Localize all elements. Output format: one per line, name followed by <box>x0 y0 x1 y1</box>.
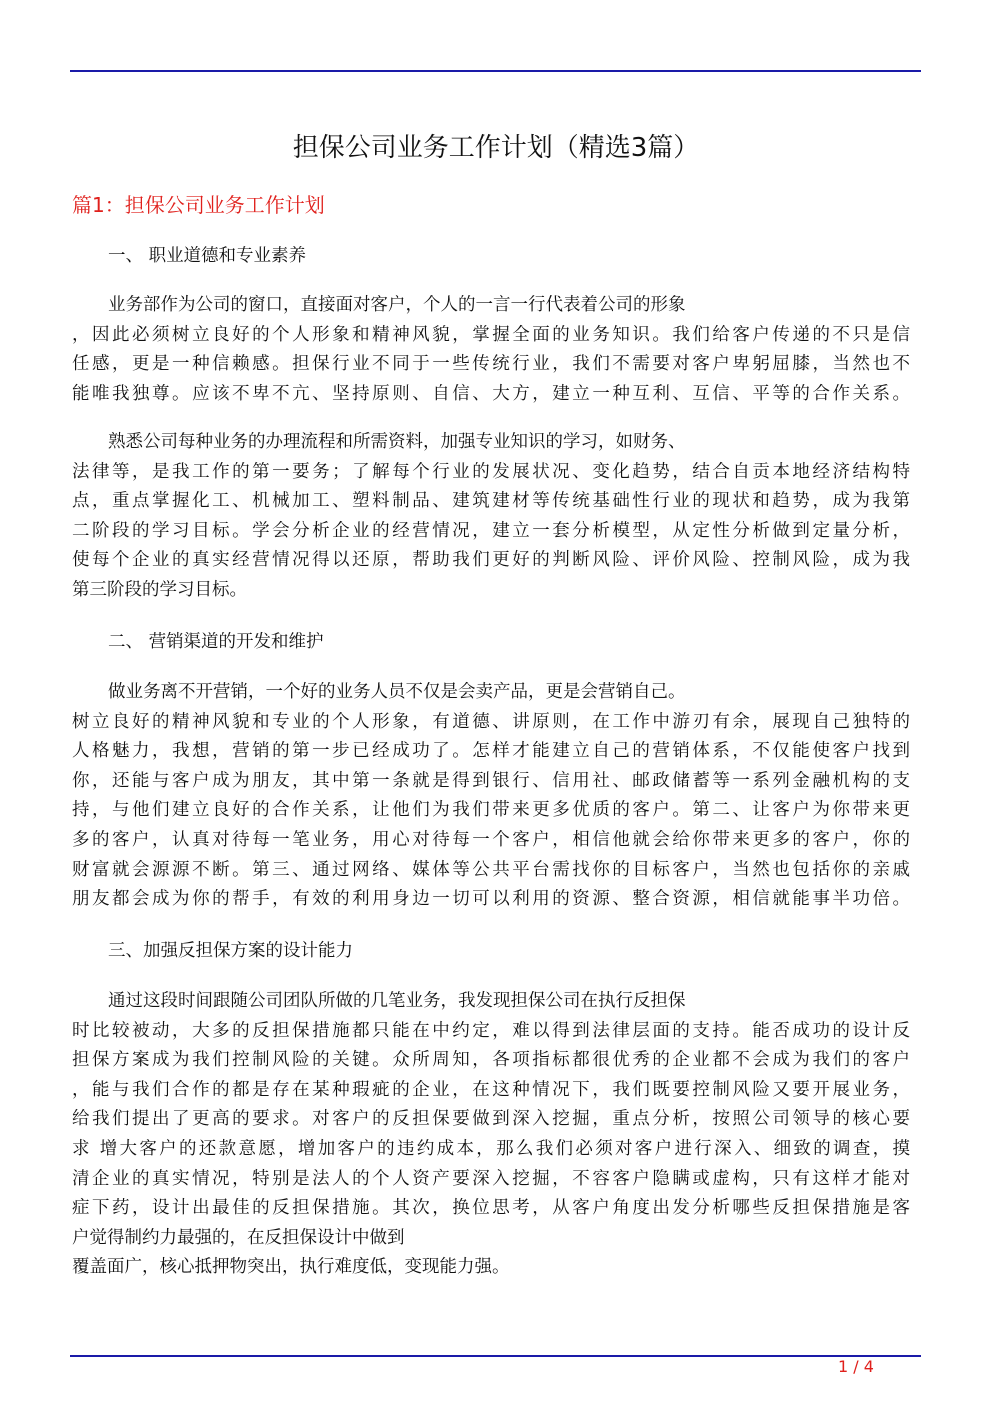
paragraph <box>72 428 910 606</box>
paragraph-line: 你，还能与客户成为朋友，其中第一条就是得到银行、信用社、邮政储蓄等一系列金融机构的支 <box>72 770 910 791</box>
paragraph-line: 多的客户，认真对待每一笔业务，用心对待每一个客户，相信他就会给你带来更多的客户，你的 <box>72 829 910 850</box>
paragraph-line: 熟悉公司每种业务的办理流程和所需资料，加强专业知识的学习，如财务、 <box>108 432 686 452</box>
paragraph-line: ，因此必须树立良好的个人形象和精神风貌，掌握全面的业务知识。我们给客户传递的不只是信 <box>72 324 910 345</box>
header-rule <box>70 70 921 72</box>
paragraph-line: 求 增大客户的还款意愿，增加客户的违约成本，那么我们必须对客户进行深入、细致的调查，摸 <box>72 1138 910 1159</box>
paragraph <box>72 678 910 915</box>
paragraph-line: 点，重点掌握化工、机械加工、塑料制品、建筑建材等传统基础性行业的现状和趋势，成为我第 <box>72 491 910 512</box>
part-heading: 篇1：担保公司业务工作计划 <box>72 193 325 217</box>
paragraph-line: 法律等，是我工作的第一要务；了解每个行业的发展状况、变化趋势，结合自贡本地经济结构特 <box>72 461 910 482</box>
paragraph <box>72 987 910 1283</box>
paragraph-line: 使每个企业的真实经营情况得以还原，帮助我们更好的判断风险、评价风险、控制风险，成为我 <box>72 550 910 571</box>
paragraph-line: 清企业的真实情况，特别是法人的个人资产要深入挖掘，不容客户隐瞒或虚构，只有这样才能对 <box>72 1168 910 1189</box>
paragraph-line: 任感，更是一种信赖感。担保行业不同于一些传统行业，我们不需要对客户卑躬屈膝，当然也不 <box>72 354 910 375</box>
section-heading: 三、加强反担保方案的设计能力 <box>108 941 353 961</box>
paragraph-line: 户觉得制约力最强的，在反担保设计中做到 <box>72 1227 405 1248</box>
footer-rule <box>70 1355 921 1357</box>
paragraph-line: 朋友都会成为你的帮手，有效的利用身边一切可以利用的资源、整合资源，相信就能事半功倍。 <box>72 889 910 910</box>
paragraph-line: 业务部作为公司的窗口，直接面对客户，个人的一言一行代表着公司的形象 <box>108 295 686 315</box>
paragraph-line: 人格魅力，我想，营销的第一步已经成功了。怎样才能建立自己的营销体系，不仅能使客户找到 <box>72 741 910 762</box>
paragraph-line: 通过这段时间跟随公司团队所做的几笔业务，我发现担保公司在执行反担保 <box>108 991 686 1011</box>
paragraph-line: 做业务离不开营销，一个好的业务人员不仅是会卖产品，更是会营销自己。 <box>108 682 686 702</box>
paragraph-line: 能唯我独尊。应该不卑不亢、坚持原则、自信、大方，建立一种互利、互信、平等的合作关系。 <box>72 383 910 404</box>
paragraph-line: ，能与我们合作的都是存在某种瑕疵的企业，在这种情况下，我们既要控制风险又要开展业务， <box>72 1079 910 1100</box>
paragraph-line: 第三阶段的学习目标。 <box>72 579 247 600</box>
paragraph-line: 覆盖面广，核心抵押物突出，执行难度低，变现能力强。 <box>72 1257 510 1278</box>
paragraph-line: 树立良好的精神风貌和专业的个人形象，有道德、讲原则，在工作中游刃有余，展现自己独特的 <box>72 711 910 732</box>
paragraph-line: 二阶段的学习目标。学会分析企业的经营情况，建立一套分析模型，从定性分析做到定量分析， <box>72 520 910 541</box>
paragraph-line: 持，与他们建立良好的合作关系，让他们为我们带来更多优质的客户。第二、让客户为你带来更 <box>72 800 910 821</box>
paragraph-line: 给我们提出了更高的要求。对客户的反担保要做到深入挖掘，重点分析，按照公司领导的核心要 <box>72 1109 910 1130</box>
page-number: 1 / 4 <box>838 1357 874 1376</box>
paragraph <box>72 291 910 409</box>
paragraph-line: 时比较被动，大多的反担保措施都只能在中约定，难以得到法律层面的支持。能否成功的设计反 <box>72 1020 910 1041</box>
document-title: 担保公司业务工作计划（精选3篇） <box>292 133 700 163</box>
paragraph-line: 症下药，设计出最佳的反担保措施。其次，换位思考，从客户角度出发分析哪些反担保措施是客 <box>72 1198 910 1219</box>
paragraph-line: 担保方案成为我们控制风险的关键。众所周知，各项指标都很优秀的企业都不会成为我们的客户 <box>72 1050 910 1071</box>
paragraph-line: 财富就会源源不断。第三、通过网络、媒体等公共平台需找你的目标客户，当然也包括你的亲戚 <box>72 859 910 880</box>
section-heading: 二、 营销渠道的开发和维护 <box>108 632 324 652</box>
section-heading: 一、 职业道德和专业素养 <box>108 246 307 266</box>
